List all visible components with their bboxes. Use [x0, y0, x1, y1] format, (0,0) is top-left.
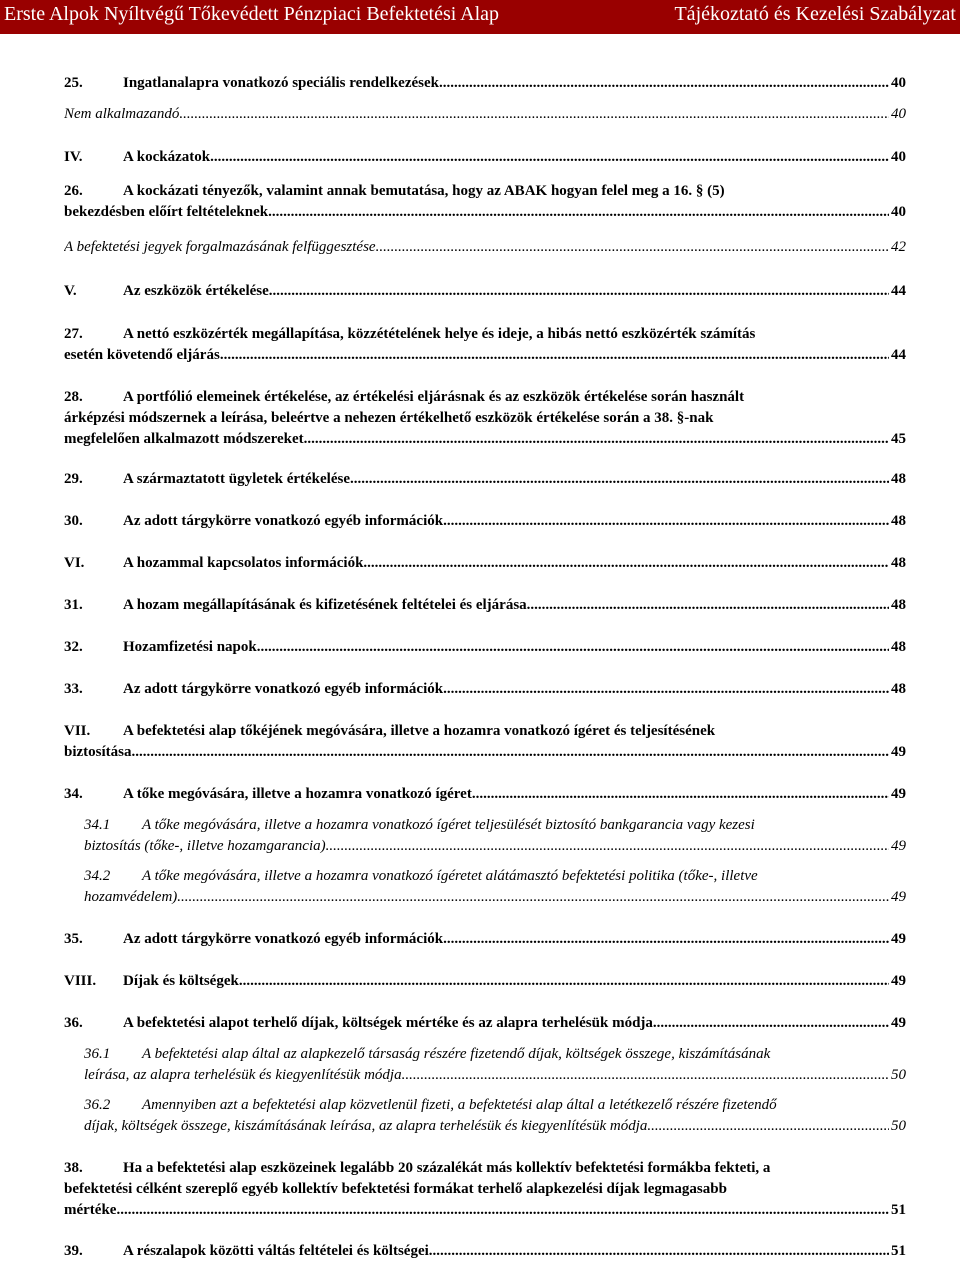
toc-entry[interactable] — [64, 281, 906, 302]
toc-leader-dots — [257, 637, 889, 658]
toc-leader-dots — [443, 929, 889, 950]
toc-entry-title: A tőke megóvására, illetve a hozamra vonatkozó ígéret — [123, 786, 472, 802]
toc-entry-title: Az adott tárgykörre vonatkozó egyéb információk — [123, 681, 444, 697]
toc-entry-number: 26. — [64, 183, 83, 199]
toc-entry[interactable] — [64, 721, 906, 763]
toc-entry-title: Ingatlanalapra vonatkozó speciális rendelkezések — [123, 75, 439, 91]
toc-entry-number: 34.2 — [84, 868, 111, 884]
toc-entry-title: A nettó eszközérték megállapítása, közzétételének helye és ideje, a hibás nettó eszközérték számítás — [123, 326, 756, 342]
toc-page-number: 50 — [891, 1067, 906, 1083]
toc-leader-dots — [326, 836, 889, 857]
toc-entry-title: A befektetési alapot terhelő díjak, költségek mértéke és az alapra terhelésük módja — [123, 1015, 653, 1031]
toc-leader-dots — [439, 73, 889, 94]
toc-page-number: 44 — [891, 283, 906, 299]
toc-entry-title: Az eszközök értékelése — [123, 283, 269, 299]
toc-leader-dots — [183, 104, 889, 125]
toc-entry-title: bekezdésben előírt feltételeknek. — [64, 204, 272, 220]
toc-entry[interactable] — [64, 929, 906, 950]
toc-entry-number: 36.1 — [84, 1046, 111, 1062]
toc-entry-title: A befektetési alap által az alapkezelő társaság részére fizetendő díjak, költségek összege, kiszámításának — [142, 1046, 771, 1062]
toc-entry-title: Hozamfizetési napok — [123, 639, 257, 655]
header-fund-name: Erste Alpok Nyíltvégű Tőkevédett Pénzpiaci Befektetési Alap — [4, 3, 500, 25]
toc-page-number: 40 — [891, 149, 906, 165]
toc-page-number: 50 — [891, 1118, 906, 1134]
toc-entry-title: A befektetési jegyek forgalmazásának felfüggesztése — [64, 239, 376, 255]
toc-entry-title: A származtatott ügyletek értékelése — [123, 471, 350, 487]
toc-entry-number: 30. — [64, 513, 83, 529]
toc-entry[interactable] — [64, 971, 906, 992]
toc-entry-title: esetén követendő eljárás — [64, 347, 220, 363]
toc-leader-dots — [376, 237, 889, 258]
toc-entry[interactable] — [84, 1044, 906, 1086]
toc-entry[interactable] — [84, 866, 906, 908]
toc-page-number: 49 — [891, 889, 906, 905]
toc-entry-title: A kockázatok — [123, 149, 211, 165]
toc-leader-dots — [429, 1241, 889, 1262]
toc-entry[interactable] — [64, 679, 906, 700]
toc-entry-number: 28. — [64, 389, 83, 405]
toc-entry-title: Díjak és költségek — [123, 973, 239, 989]
toc-entry-number: 35. — [64, 931, 83, 947]
toc-entry-title: Amennyiben azt a befektetési alap közvetlenül fizeti, a befektetési alap által a letétkezelő részére fizetendő — [142, 1097, 777, 1113]
toc-entry-number: 25. — [64, 75, 83, 91]
toc-page-number: 49 — [891, 931, 906, 947]
toc-page-number: 48 — [891, 555, 906, 571]
toc-leader-dots — [443, 679, 889, 700]
toc-leader-dots — [116, 1200, 889, 1221]
toc-entry-number: VI. — [64, 555, 85, 571]
toc-page-number: 44 — [891, 347, 906, 363]
toc-entry[interactable] — [84, 815, 906, 857]
toc-entry-number: 32. — [64, 639, 83, 655]
toc-entry-number: 38. — [64, 1160, 83, 1176]
toc-entry[interactable] — [64, 237, 906, 258]
toc-entry[interactable] — [64, 387, 906, 450]
toc-entry[interactable] — [64, 181, 906, 223]
toc-entry-title: A befektetési alap tőkéjének megóvására, illetve a hozamra vonatkozó ígéret és teljesítésének — [123, 723, 716, 739]
toc-entry-title: Ha a befektetési alap eszközeinek legalább 20 százalékát más kollektív befektetési formákba fekteti, a — [123, 1160, 771, 1176]
toc-entry-number: VII. — [64, 723, 91, 739]
toc-leader-dots — [239, 971, 889, 992]
toc-entry-number: 36.2 — [84, 1097, 111, 1113]
toc-entry[interactable] — [64, 324, 906, 366]
toc-page-number: 51 — [891, 1243, 906, 1259]
toc-entry-number: 36. — [64, 1015, 83, 1031]
toc-entry-number: 34.1 — [84, 817, 111, 833]
toc-entry[interactable] — [64, 511, 906, 532]
toc-leader-dots — [132, 742, 890, 763]
toc-entry[interactable] — [64, 73, 906, 94]
toc-entry-title: befektetési célként szereplő egyéb kollektív befektetési formákat terhelő alapkezelési díjak legmagasabb — [64, 1181, 727, 1197]
toc-leader-dots — [472, 784, 889, 805]
toc-page-number: 48 — [891, 471, 906, 487]
toc-entry[interactable] — [64, 147, 906, 168]
toc-entry-number: 31. — [64, 597, 83, 613]
toc-entry[interactable] — [64, 104, 906, 125]
toc-entry-number: 27. — [64, 326, 83, 342]
toc-page-number: 48 — [891, 513, 906, 529]
toc-leader-dots — [527, 595, 889, 616]
toc-entry-title: Az adott tárgykörre vonatkozó egyéb információk — [123, 513, 444, 529]
toc-entry-title: megfelelően alkalmazott módszereket — [64, 431, 304, 447]
toc-leader-dots — [653, 1013, 889, 1034]
toc-leader-dots — [443, 511, 889, 532]
toc-entry[interactable] — [64, 595, 906, 616]
toc-entry-title: A portfólió elemeinek értékelése, az értékelési eljárásnak és az eszközök értékelése során használt — [123, 389, 745, 405]
toc-page-number: 48 — [891, 681, 906, 697]
toc-page-number: 49 — [891, 744, 906, 760]
toc-entry-title: árképzési módszernek a leírása, beleértve a nehezen értékelhető eszközök értékelése során a 38. §-nak — [64, 410, 714, 426]
toc-entry-number: 34. — [64, 786, 83, 802]
toc-entry[interactable] — [64, 637, 906, 658]
toc-entry-title: A tőke megóvására, illetve a hozamra vonatkozó ígéretet alátámasztó befektetési politika (tőke-, illetve — [142, 868, 758, 884]
toc-entry-title: mértéke — [64, 1202, 117, 1218]
toc-entry-title: A hozammal kapcsolatos információk — [123, 555, 364, 571]
toc-page-number: 51 — [891, 1202, 906, 1218]
toc-entry[interactable] — [64, 469, 906, 490]
toc-entry-number: V. — [64, 283, 77, 299]
toc-leader-dots — [220, 345, 889, 366]
header-document-title: Tájékoztató és Kezelési Szabályzat — [674, 3, 956, 25]
toc-page-number: 40 — [891, 204, 906, 220]
toc-entry-number: IV. — [64, 149, 83, 165]
toc-leader-dots — [350, 469, 889, 490]
toc-entry-number: 39. — [64, 1243, 83, 1259]
toc-page-number: 49 — [891, 838, 906, 854]
toc-entry[interactable] — [84, 1095, 906, 1137]
toc-entry-title: A tőke megóvására, illetve a hozamra vonatkozó ígéret teljesülését biztosító bankgarancia vagy kezesi — [142, 817, 755, 833]
toc-entry-title: Nem alkalmazandó. — [64, 106, 184, 122]
toc-leader-dots — [269, 281, 889, 302]
toc-entry[interactable] — [64, 1158, 906, 1221]
toc-entry-title: biztosítása — [64, 744, 132, 760]
toc-entry[interactable] — [64, 784, 906, 805]
toc-leader-dots — [177, 887, 889, 908]
toc-leader-dots — [402, 1065, 889, 1086]
toc-page-number: 49 — [891, 973, 906, 989]
toc-page-number: 49 — [891, 1015, 906, 1031]
toc-entry[interactable] — [64, 1013, 906, 1034]
toc-leader-dots — [363, 553, 889, 574]
toc-entry-number: VIII. — [64, 973, 97, 989]
toc-entry-title: díjak, költségek összege, kiszámításának leírása, az alapra terhelésük és kiegyenlítésük módja — [84, 1118, 648, 1134]
toc-page-number: 40 — [891, 75, 906, 91]
toc-page-number: 42 — [891, 239, 906, 255]
toc-leader-dots — [304, 429, 889, 450]
toc-entry-title: hozamvédelem) — [84, 889, 178, 905]
toc-leader-dots — [272, 202, 889, 223]
toc-entry-number: 33. — [64, 681, 83, 697]
toc-entry-title: A kockázati tényezők, valamint annak bemutatása, hogy az ABAK hogyan felel meg a 16. § (5) — [123, 183, 725, 199]
toc-page-number: 48 — [891, 597, 906, 613]
toc-entry-title: Az adott tárgykörre vonatkozó egyéb információk — [123, 931, 444, 947]
toc-page-number: 40 — [891, 106, 906, 122]
toc-entry[interactable] — [64, 553, 906, 574]
toc-leader-dots — [647, 1116, 889, 1137]
toc-entry-title: A hozam megállapításának és kifizetésének feltételei és eljárása — [123, 597, 527, 613]
toc-entry-title: leírása, az alapra terhelésük és kiegyenlítésük módja — [84, 1067, 402, 1083]
toc-entry[interactable] — [64, 1241, 906, 1262]
toc-entry-title: biztosítás (tőke-, illetve hozamgarancia) — [84, 838, 326, 854]
toc-entry-number: 29. — [64, 471, 83, 487]
toc-page-number: 45 — [891, 431, 906, 447]
toc-entry-title: A részalapok közötti váltás feltételei és költségei — [123, 1243, 429, 1259]
toc-page-number: 48 — [891, 639, 906, 655]
toc-leader-dots — [210, 147, 889, 168]
toc-page-number: 49 — [891, 786, 906, 802]
